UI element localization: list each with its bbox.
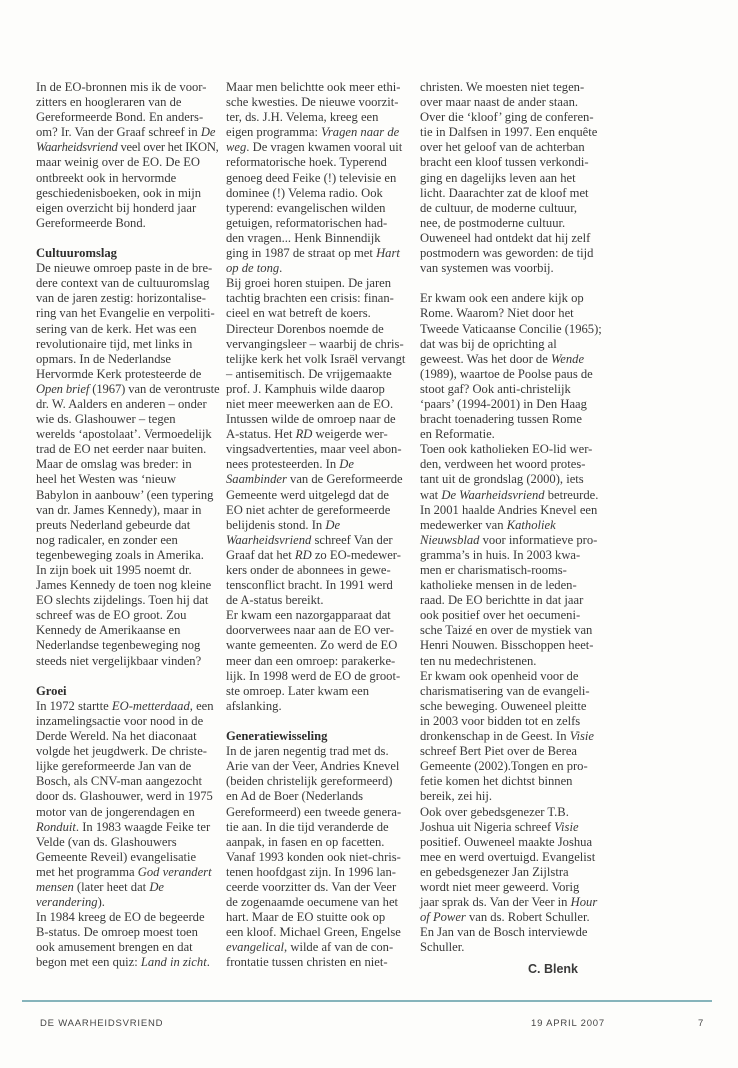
- text-line: Rome. Waarom? Niet door het: [420, 306, 574, 321]
- text-line: dr. W. Aalders en anderen – onder: [36, 396, 207, 411]
- text-line: getuigen, reformatorischen had-: [226, 215, 388, 230]
- text-line: ceerde voorzitter ds. Van der Veer: [226, 879, 397, 894]
- text-line: wie ds. Glashouwer – tegen: [36, 412, 176, 427]
- text-line: geschiedenisboeken, ook in mijn: [36, 185, 202, 200]
- section-heading: Cultuuromslag: [36, 246, 117, 261]
- text-line: Ook over gebedsgenezer T.B.: [420, 804, 569, 819]
- text-line: wordt niet meer geweerd. Vorig: [420, 879, 580, 894]
- text-line: de A-status bereikt.: [226, 593, 324, 608]
- text-segment: wat: [420, 487, 442, 502]
- text-line: en gebedsgenezer Jan Zijlstra: [420, 864, 569, 879]
- text-segment: nees protesteerden. In: [226, 457, 340, 472]
- text-line: De nieuwe omroep paste in de bre-: [36, 261, 213, 276]
- text-line: [36, 140, 222, 155]
- text-line: Kennedy de Amerikaanse en: [36, 623, 181, 638]
- paragraph-gap: [36, 231, 222, 246]
- text-line: [226, 548, 412, 563]
- text-line: en Ad de Boer (Nederlands: [226, 789, 364, 804]
- text-segment: Joshua uit Nigeria schreef: [420, 819, 555, 834]
- text-line: positief. Ouweneel maakte Joshua: [420, 834, 593, 849]
- italic-title: God verandert: [137, 864, 212, 879]
- text-segment: weigerde wer-: [312, 427, 388, 442]
- section-heading: Groei: [36, 683, 67, 698]
- text-line: inzamelingsactie voor nood in de: [36, 713, 204, 728]
- text-line: Gemeente (2002).Tongen en pro-: [420, 759, 588, 774]
- text-line: Ouweneel had ontdekt dat hij zelf: [420, 230, 591, 245]
- italic-title: Nieuwsblad: [420, 532, 480, 547]
- text-line: Velde (van ds. Glashouwers: [36, 834, 177, 849]
- text-line: in 2003 voor bidden tot en zelfs: [420, 713, 581, 728]
- text-line: En Jan van de Bosch interviewde: [420, 925, 588, 940]
- text-line: Schuller.: [420, 940, 465, 955]
- text-segment: . In 1983 waagde Feike ter: [75, 819, 211, 834]
- text-line: niet meer meewerken aan de EO.: [226, 396, 394, 411]
- italic-title: evangelical: [226, 940, 285, 955]
- text-line: ‘paars’ (1994-2001) in Den Haag: [420, 396, 587, 411]
- text-line: genoeg deed Feike (!) televisie en: [226, 170, 397, 185]
- text-line: tenen hoofdgast zijn. In 1996 lan-: [226, 864, 396, 879]
- text-line: bracht een kloof tussen verkondi-: [420, 155, 589, 170]
- text-line: [226, 125, 412, 140]
- text-segment: om? Ir. Van der Graaf schreef in: [36, 125, 201, 140]
- text-segment: ).: [97, 895, 105, 910]
- text-line: Maar de omslag was breder: in: [36, 457, 192, 472]
- text-segment: .: [206, 955, 210, 970]
- text-line: kers onder de abonnees in gewe-: [226, 563, 391, 577]
- text-line: Gereformeerd) een tweede genera-: [226, 804, 402, 819]
- text-line: [420, 488, 606, 503]
- text-segment: (later heet dat: [73, 879, 150, 894]
- text-segment: ging in 1987 de straat op met: [226, 246, 377, 261]
- text-line: opmars. In de Nederlandse: [36, 351, 171, 366]
- text-line: charismatisering van de evangeli-: [420, 683, 590, 698]
- text-line: reformatorische hoek. Typerend: [226, 155, 387, 170]
- italic-title: Katholiek: [506, 517, 556, 532]
- text-line: gramma’s in huis. In 2003 kwa-: [420, 547, 581, 562]
- text-line: prof. J. Kamphuis wilde daarop: [226, 381, 385, 396]
- text-line: de cultuur, de moderne cultuur,: [420, 200, 578, 215]
- text-line: door ds. Glashouwer, werd in 1975: [36, 789, 213, 804]
- text-line: – antisemitisch. De vrijgemaakte: [226, 366, 392, 381]
- text-line: en Reformatie.: [420, 427, 495, 442]
- text-line: lijk. In 1998 werd de EO de groot-: [226, 668, 401, 683]
- text-line: [226, 533, 412, 548]
- text-line: [226, 457, 412, 472]
- italic-title: Vragen naar de: [321, 125, 400, 140]
- text-line: sche beweging. Ouweneel pleitte: [420, 698, 587, 713]
- text-line: typerend: evangelischen wilden: [226, 200, 386, 215]
- text-segment: met het programma: [36, 864, 138, 879]
- text-line: [420, 533, 606, 548]
- italic-title: weg: [226, 140, 247, 155]
- text-line: In zijn boek uit 1995 noemt dr.: [36, 563, 192, 577]
- italic-title: Saambinder: [226, 472, 287, 487]
- text-line: Tweede Vaticaanse Concilie (1965);: [420, 321, 602, 336]
- text-line: nee, de postmoderne cultuur.: [420, 215, 566, 230]
- italic-title: Hart: [376, 246, 400, 261]
- text-line: bracht toenadering tussen Rome: [420, 412, 582, 427]
- text-line: In 1984 kreeg de EO de begeerde: [36, 910, 205, 925]
- italic-title: De: [339, 457, 354, 472]
- text-line: preuts Nederland gebeurde dat: [36, 517, 191, 532]
- text-line: een kloof. Michael Green, Engelse: [226, 925, 401, 940]
- text-line: [226, 246, 412, 261]
- text-line: christen. We moesten niet tegen-: [420, 80, 585, 94]
- text-line: [226, 940, 412, 955]
- text-line: (beiden christelijk gereformeerd): [226, 774, 393, 789]
- text-line: bereik, zei hij.: [420, 789, 493, 804]
- italic-title: Open brief: [36, 381, 90, 396]
- text-line: [226, 427, 412, 442]
- text-line: Er kwam een nazorgapparaat dat: [226, 608, 391, 623]
- text-line: Toen ook katholieken EO-lid wer-: [420, 442, 593, 457]
- text-line: [36, 955, 222, 970]
- text-line: Hervormde Kerk protesteerde de: [36, 366, 202, 381]
- text-line: zitters en hoogleraren van de: [36, 95, 182, 110]
- footer-publication: DE WAARHEIDSVRIEND: [40, 1018, 164, 1029]
- text-line: [36, 820, 222, 835]
- text-line: trad de EO net eerder naar buiten.: [36, 442, 207, 457]
- text-line: dere context van de cultuuromslag: [36, 276, 210, 291]
- text-line: frontatie tussen christen en niet-: [226, 955, 388, 970]
- text-line: ring van het Evangelie en verpoliti-: [36, 306, 215, 321]
- text-line: tegenbeweging zoals in Amerika.: [36, 547, 204, 562]
- text-line: raad. De EO berichtte in dat jaar: [420, 593, 584, 608]
- italic-title: De Waarheidsvriend: [441, 487, 545, 502]
- footer-divider: [22, 1000, 712, 1002]
- text-line: meer dan een omroep: parakerke-: [226, 653, 396, 668]
- text-line: [36, 865, 222, 880]
- text-segment: zo EO-medewer-: [311, 547, 401, 562]
- text-line: ten nu medechristenen.: [420, 653, 537, 668]
- text-line: Bosch, als CNV-man aangezocht: [36, 774, 203, 789]
- text-line: volgde het jeugdwerk. De christe-: [36, 744, 208, 759]
- text-line: over het geloof van de achterban: [420, 140, 585, 155]
- text-line: licht. Daarachter zat de kloof met: [420, 185, 589, 200]
- text-line: Er kwam ook een andere kijk op: [420, 291, 584, 306]
- text-line: ter, ds. J.H. Velema, kreeg een: [226, 110, 379, 125]
- text-line: den vragen... Henk Binnendijk: [226, 230, 381, 245]
- text-line: ging en dagelijks leven aan het: [420, 170, 576, 185]
- text-line: [420, 820, 606, 835]
- article-column-1: [36, 80, 222, 971]
- italic-title: EO-metterdaad: [111, 698, 190, 713]
- text-line: In de jaren negentig trad met ds.: [226, 744, 389, 759]
- text-line: mee en werd overtuigd. Evangelist: [420, 849, 596, 864]
- italic-title: Visie: [554, 819, 579, 834]
- text-line: van de jaren zestig: horizontalise-: [36, 291, 206, 306]
- text-line: Gemeente Reveil) evangelisatie: [36, 849, 197, 864]
- italic-title: De: [149, 879, 164, 894]
- text-line: [226, 140, 412, 155]
- text-line: sche kwesties. De nieuwe voorzit-: [226, 95, 399, 110]
- text-line: EO niet achter de gereformeerde: [226, 502, 391, 517]
- text-line: ontbreekt ook in hervormde: [36, 170, 177, 185]
- italic-title: RD: [295, 427, 313, 442]
- text-line: [36, 125, 222, 140]
- text-line: afslanking.: [226, 698, 282, 713]
- text-segment: van de Gereformeerde: [286, 472, 403, 487]
- paragraph-gap: [226, 714, 412, 729]
- text-line: ook amusement brengen en dat: [36, 940, 193, 955]
- text-segment: geweest. Was het door de: [420, 351, 551, 366]
- text-line: ook positief over het oecumeni-: [420, 608, 581, 623]
- italic-title: Ronduit: [36, 819, 76, 834]
- text-segment: In 1972 startte: [36, 698, 112, 713]
- text-line: tant uit de grondslag (2000), iets: [420, 472, 584, 487]
- paragraph-gap: [36, 669, 222, 684]
- text-line: werelds ‘apostolaat’. Vermoedelijk: [36, 427, 212, 442]
- text-line: revolutionaire tijd, met links in: [36, 336, 193, 351]
- text-line: hart. Maar de EO stuitte ook op: [226, 910, 386, 925]
- italic-title: RD: [294, 547, 312, 562]
- text-line: telijke kerk het volk Israël vervangt: [226, 351, 406, 366]
- text-segment: begon met een quiz:: [36, 955, 141, 970]
- italic-title: verandering: [36, 895, 98, 910]
- text-segment: A-status. Het: [226, 427, 296, 442]
- text-segment: .: [279, 261, 283, 276]
- text-line: schreef was de EO groot. Zou: [36, 608, 187, 623]
- text-segment: voor informatieve pro-: [479, 532, 598, 547]
- text-line: aanpak, in fasen en op facetten.: [226, 834, 385, 849]
- text-line: [420, 352, 606, 367]
- text-line: EO slechts zijdelings. Toen hij dat: [36, 593, 209, 608]
- text-line: men er charismatisch-rooms-: [420, 563, 567, 577]
- italic-title: Wende: [550, 351, 585, 366]
- text-line: vervangingsleer – waarbij de chris-: [226, 336, 404, 351]
- text-line: tie aan. In die tijd veranderde de: [226, 819, 389, 834]
- text-line: Intussen wilde de omroep naar de: [226, 412, 396, 427]
- text-line: schreef Bert Piet over de Berea: [420, 744, 577, 759]
- text-segment: jaar sprak ds. Van der Veer in: [420, 895, 571, 910]
- italic-title: of Power: [420, 910, 466, 925]
- article-column-2: [226, 80, 412, 971]
- text-line: (1989), waartoe de Poolse paus de: [420, 366, 593, 381]
- italic-title: Land in zicht: [140, 955, 207, 970]
- text-segment: schreef Van der: [311, 532, 393, 547]
- text-line: nog radicaler, en zonder een: [36, 532, 178, 547]
- text-line: ste omroep. Later kwam een: [226, 683, 370, 698]
- italic-title: mensen: [36, 879, 74, 894]
- text-line: tachtig brachten een crisis: finan-: [226, 291, 394, 306]
- article-column-3: [420, 80, 606, 955]
- text-line: [420, 910, 606, 925]
- text-segment: , een: [189, 698, 214, 713]
- text-line: motor van de jongerendagen en: [36, 804, 195, 819]
- italic-title: Visie: [569, 729, 594, 744]
- text-segment: dronkenschap in de Geest. In: [420, 729, 570, 744]
- text-line: vingsadvertenties, maar veel abon-: [226, 442, 402, 457]
- text-line: [420, 895, 606, 910]
- author-signature: C. Blenk: [528, 962, 579, 976]
- text-line: B-status. De omroep moest toen: [36, 925, 198, 940]
- text-line: tensconflict bracht. In 1991 werd: [226, 578, 393, 593]
- text-segment: belijdenis stond. In: [226, 517, 326, 532]
- text-segment: van ds. Robert Schuller.: [465, 910, 590, 925]
- text-line: Gereformeerde Bond. En anders-: [36, 110, 204, 125]
- text-segment: . De vragen kwamen vooral uit: [246, 140, 403, 155]
- text-line: In de EO-bronnen mis ik de voor-: [36, 80, 207, 94]
- text-line: maar weinig over de EO. De EO: [36, 155, 201, 170]
- text-segment: veel over het IKON,: [117, 140, 219, 155]
- text-line: van dr. James Kennedy), maar in: [36, 502, 202, 517]
- text-line: sering van de kerk. Het was een: [36, 321, 197, 336]
- text-line: Er kwam ook openheid voor de: [420, 668, 579, 683]
- text-line: fetie komen het dichtst binnen: [420, 774, 573, 789]
- italic-title: Waarheidsvriend: [226, 532, 312, 547]
- text-line: den, verdween het woord protes-: [420, 457, 586, 472]
- text-line: Babylon in aanbouw’ (een typering: [36, 487, 214, 502]
- text-line: [226, 261, 412, 276]
- text-line: Vanaf 1993 konden ook niet-chris-: [226, 849, 401, 864]
- text-line: [226, 518, 412, 533]
- text-line: van systemen was voorbij.: [420, 261, 554, 276]
- text-line: James Kennedy de toen nog kleine: [36, 578, 212, 593]
- text-line: [36, 880, 222, 895]
- text-segment: (1967) van de verontruste: [89, 381, 220, 396]
- text-line: doorverwees naar aan de EO ver-: [226, 623, 394, 638]
- text-line: Arie van der Veer, Andries Knevel: [226, 759, 400, 774]
- text-line: tie in Dalfsen in 1997. Een enquête: [420, 125, 598, 140]
- text-line: dat was bij de oprichting al: [420, 336, 557, 351]
- text-line: steeds niet vergelijkbaar vinden?: [36, 653, 202, 668]
- section-heading: Generatiewisseling: [226, 729, 328, 744]
- text-line: Henri Nouwen. Bisschoppen heet-: [420, 638, 594, 653]
- text-line: Derde Wereld. Na het diaconaat: [36, 729, 197, 744]
- text-line: Gereformeerde Bond.: [36, 215, 146, 230]
- text-line: katholieke mensen in de leden-: [420, 578, 577, 593]
- text-line: lijke gereformeerde Jan van de: [36, 759, 192, 774]
- text-line: Directeur Dorenbos noemde de: [226, 321, 384, 336]
- italic-title: De: [325, 517, 341, 532]
- text-line: [36, 895, 222, 910]
- text-line: Bij groei horen stuipen. De jaren: [226, 276, 392, 291]
- text-line: [226, 472, 412, 487]
- text-segment: betreurde.: [544, 487, 599, 502]
- text-line: eigen overzicht bij honderd jaar: [36, 200, 197, 215]
- italic-title: op de tong: [226, 261, 280, 276]
- italic-title: Waarheidsvriend: [36, 140, 118, 155]
- text-line: [36, 699, 222, 714]
- text-line: dominee (!) Velema radio. Ook: [226, 185, 383, 200]
- paragraph-gap: [420, 276, 606, 291]
- text-line: heel het Westen was ‘nieuw: [36, 472, 177, 487]
- text-line: Over die ‘kloof’ ging de conferen-: [420, 110, 594, 125]
- text-line: over maar naast de ander staan.: [420, 95, 579, 110]
- text-line: Maar men belichtte ook meer ethi-: [226, 80, 401, 94]
- text-line: Nederlandse tegenbeweging nog: [36, 638, 201, 653]
- text-segment: eigen programma:: [226, 125, 322, 140]
- text-line: wante gemeenten. Zo werd de EO: [226, 638, 398, 653]
- text-line: sche Taizé en over de mystiek van: [420, 623, 593, 638]
- text-line: cieel en wat betreft de koers.: [226, 306, 371, 321]
- italic-title: De: [200, 125, 216, 140]
- text-line: postmodern was geworden: de tijd: [420, 246, 594, 261]
- text-segment: medewerker van: [420, 517, 507, 532]
- text-line: [420, 518, 606, 533]
- text-line: stoot gaf? Ook anti-christelijk: [420, 381, 571, 396]
- text-segment: , wilde af van de con-: [284, 940, 394, 955]
- text-segment: Graaf dat het: [226, 547, 295, 562]
- text-line: [36, 382, 222, 397]
- footer-date: 19 APRIL 2007: [531, 1018, 605, 1029]
- text-line: In 2001 haalde Andries Knevel een: [420, 502, 598, 517]
- text-line: de zogenaamde oecumene van het: [226, 895, 399, 910]
- page-number: 7: [698, 1018, 705, 1029]
- text-line: Gemeente werd uitgelegd dat de: [226, 487, 389, 502]
- text-line: [420, 729, 606, 744]
- italic-title: Hour: [570, 895, 598, 910]
